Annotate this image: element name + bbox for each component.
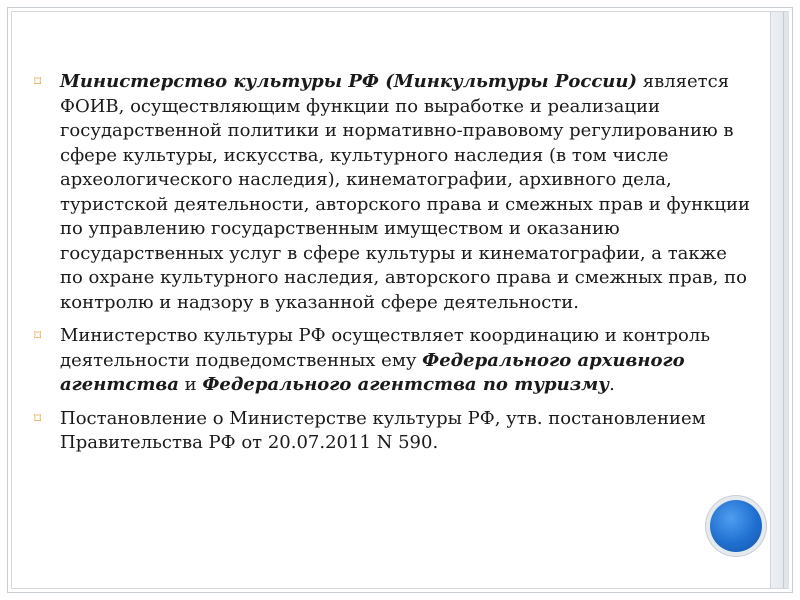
- slide-right-line: [783, 12, 784, 588]
- archive-agency-name: Федерального архивного агентства: [60, 349, 685, 395]
- blue-circle-decoration: [710, 500, 762, 552]
- bullet-icon: ⌑: [34, 328, 42, 344]
- bullet-text: [60, 324, 754, 398]
- coordination-text: Министерство культуры РФ осуществляет координацию и контроль деятельности подведомственных ему: [60, 325, 711, 371]
- bullet-icon: ⌑: [34, 410, 42, 427]
- bullet-icon: ⌑: [34, 74, 42, 90]
- sentence-end: .: [609, 374, 615, 395]
- bullet-text: [60, 70, 754, 315]
- slide-content: [34, 70, 754, 465]
- regulation-text: Постановление о Министерстве культуры РФ, утв. постановлением Правительства РФ от 20.07.2011 N 590.: [60, 407, 706, 453]
- bullet-item-ministry: [34, 70, 754, 315]
- connector-text: и: [178, 374, 203, 395]
- ministry-title: Министерство культуры РФ (Минкультуры России): [60, 71, 638, 92]
- tourism-agency-name: Федерального агентства по туризму: [202, 374, 610, 395]
- bullet-item-coordination: [34, 324, 754, 398]
- bullet-item-regulation: [34, 407, 754, 456]
- ministry-description: является ФОИВ, осуществляющим функции по выработке и реализации государственной политики и нормативно-правовому регулированию в сфере культуры, искусства, культурного наследия (в том числе археологического наследия), кинематографии, архивного дела, туристской деятельности, авторского права и смежных прав и функции по управлению государственным имуществом и оказанию государственных услуг в сфере культуры и кинематографии, а также по охране культурного наследия, авторского права и смежных прав, по контролю и надзору в указанной сфере деятельности.: [60, 71, 750, 313]
- slide-right-band: [770, 12, 789, 588]
